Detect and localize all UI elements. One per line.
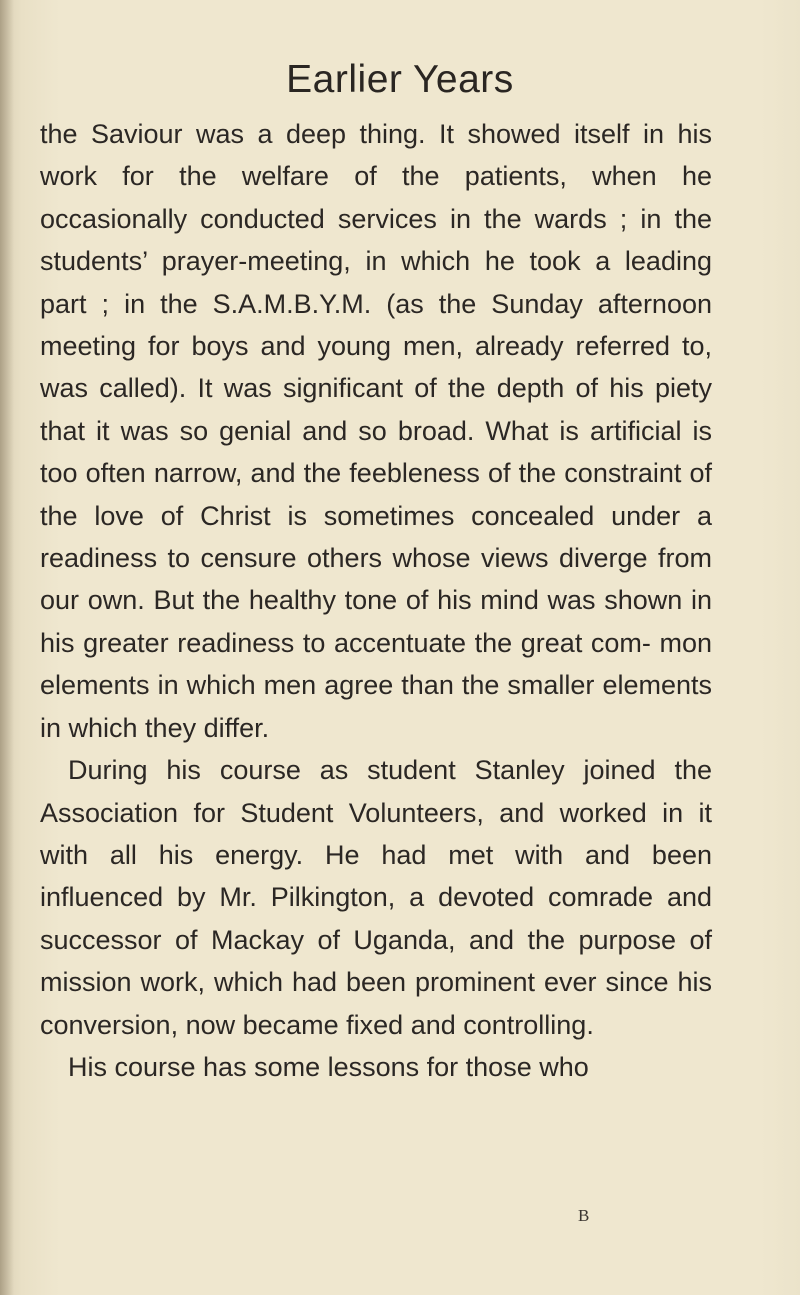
running-head: Earlier Years: [286, 58, 514, 101]
signature-mark: B: [578, 1206, 591, 1225]
paragraph-3: His course has some lessons for those who: [68, 1051, 589, 1082]
gutter-shadow: [0, 0, 14, 1295]
paragraph-2: During his course as student Stanley joined the Association for Student Volunteers, and worked in it with all his energy. He had met with and been influenced by Mr. Pilkington, a devoted comrade and successor of Mackay of Uganda, and the purpose of mission work, which had been prominent ever since his conversion, now became fixed and controlling.: [40, 755, 712, 1040]
body-text: [40, 113, 712, 1088]
paragraph-1: the Saviour was a deep thing. It showed itself in his work for the welfare of the patients, when he occasionally conducted services in the wards ; in the students’ prayer-meeting, in which he took a leading part ; in the S.A.M.B.Y.M. (as the Sunday afternoon meeting for boys and young men, already referred to, was called). It was significant of the depth of his piety that it was so genial and so broad. What is artificial is too often narrow, and the feebleness of the constraint of the love of Christ is sometimes concealed under a readiness to censure others whose views diverge from our own. But the healthy tone of his mind was shown in his greater readiness to accentuate the great com- mon elements in which men agree than the smaller elements in which they differ.: [40, 119, 712, 743]
